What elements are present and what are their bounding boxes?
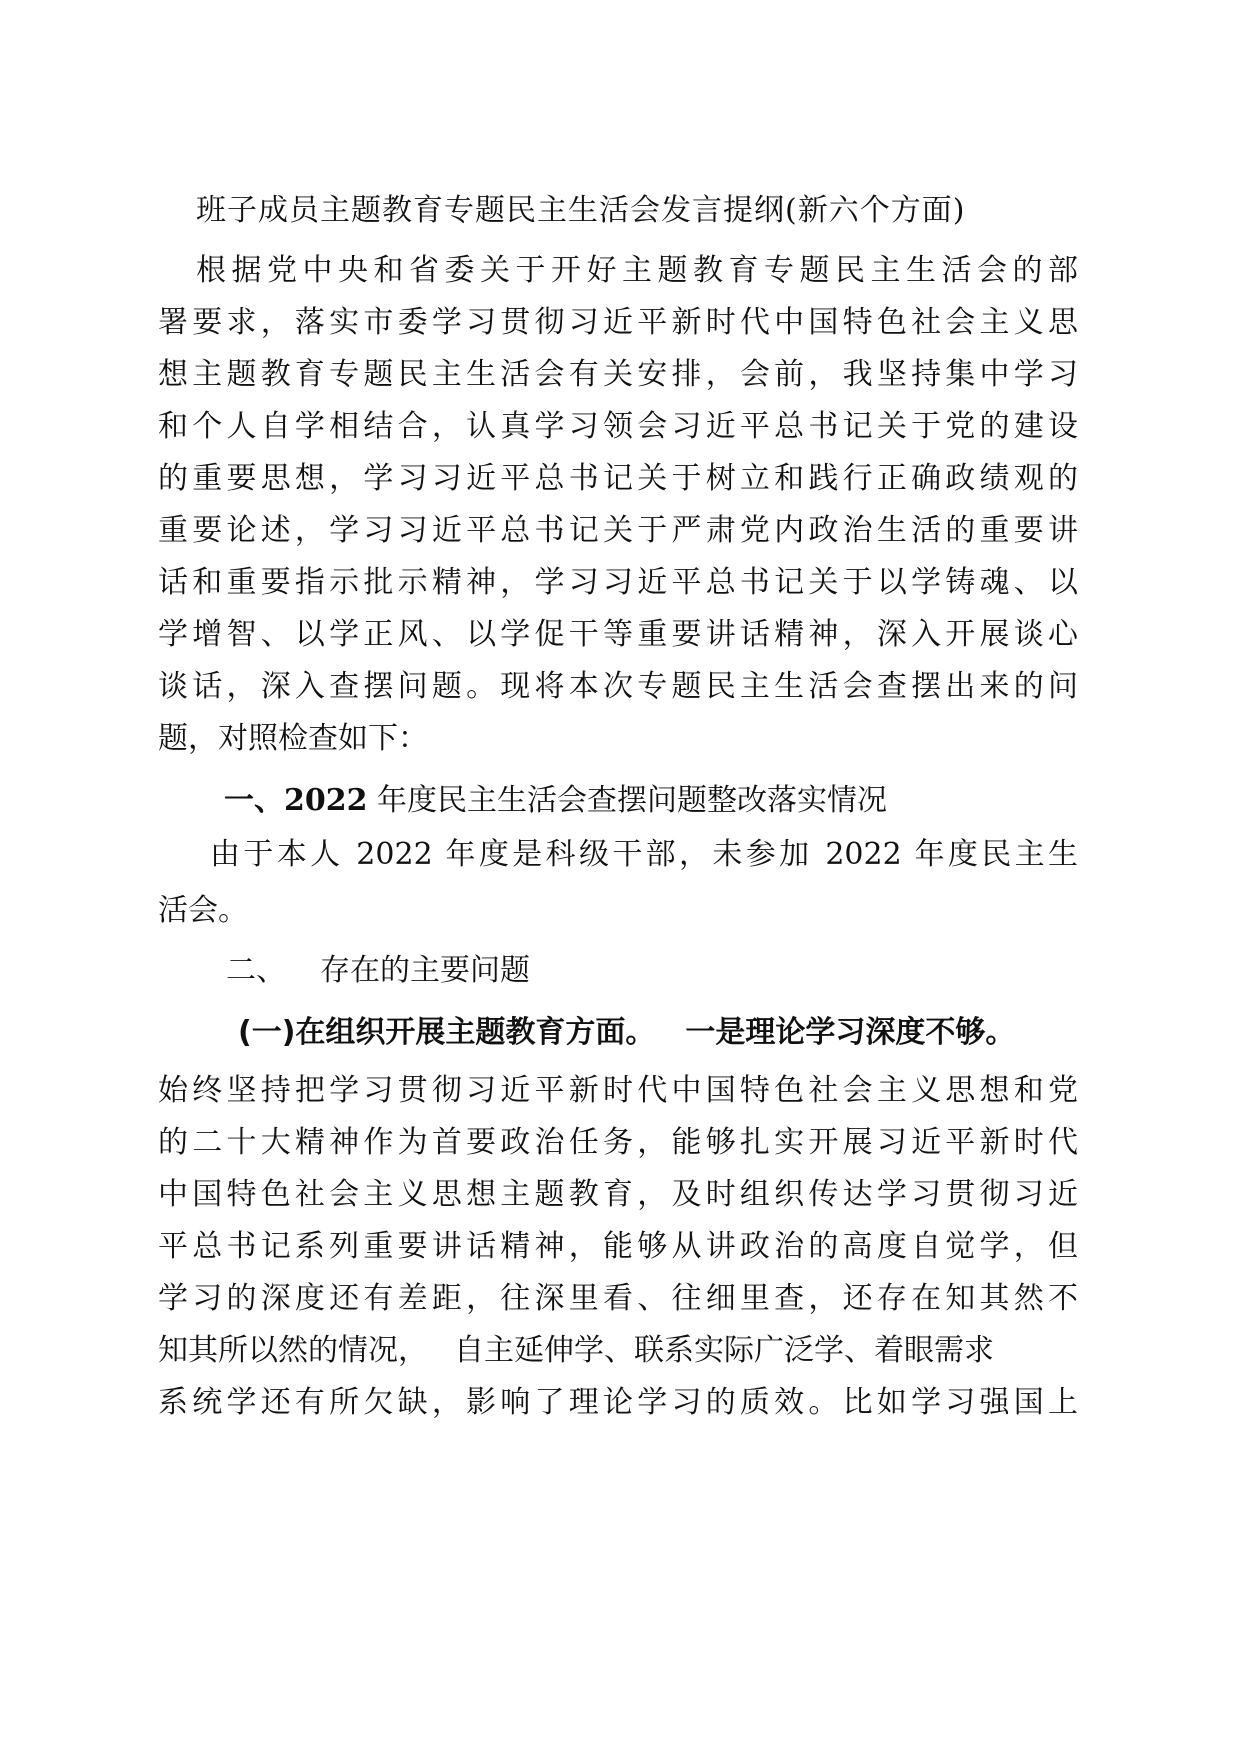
intro-line-10: 题，对照检查如下： [158,721,428,756]
intro-line-6: 重要论述，学习习近平总书记关于严肃党内政治生活的重要讲 [158,513,1078,548]
intro-line-7: 话和重要指示批示精神，学习习近平总书记关于以学铸魂、以 [158,565,1078,600]
section-2-line-6 [158,1326,1078,1376]
intro-line-9: 谈话，深入查摆问题。现将本次专题民主生活会查摆出来的问 [158,669,1078,704]
section-1-heading-prefix: 一、2022 [224,783,368,818]
section-2-sub-heading [238,1008,1015,1058]
intro-line-3: 想主题教育专题民主生活会有关安排，会前，我坚持集中学习 [158,357,1078,392]
section-2-heading-text: 存在的主要问题 [320,953,530,988]
intro-line-2: 署要求，落实市委学习贯彻习近平新时代中国特色社会主义思 [158,305,1078,340]
intro-line-1: 根据党中央和省委关于开好主题教育专题民主生活会的部 [196,253,1078,288]
section-2-heading [226,946,530,996]
section-2-line-1: 始终坚持把学习贯彻习近平新时代中国特色社会主义思想和党 [158,1073,1078,1108]
section-2-line-2: 的二十大精神作为首要政治任务，能够扎实开展习近平新时代 [158,1125,1078,1160]
intro-line-4: 和个人自学相结合，认真学习领会习近平总书记关于党的建设 [158,409,1078,444]
section-2-line-5: 学习的深度还有差距，往深里看、往细里查，还存在知其然不 [158,1281,1078,1316]
section-2-line-6-part-b: 自主延伸学、联系实际广泛学、着眼需求 [454,1333,994,1368]
section-1-line-2: 活会。 [158,893,248,928]
section-1-heading [224,776,887,826]
section-1-line-1: 由于本人 2022 年度是科级干部，未参加 2022 年度民主生 [210,837,1078,872]
section-2-line-4: 平总书记系列重要讲话精神，能够从讲政治的高度自觉学，但 [158,1229,1078,1264]
intro-line-5: 的重要思想，学习习近平总书记关于树立和践行正确政绩观的 [158,461,1078,496]
intro-line-8: 学增智、以学正风、以学促干等重要讲话精神，深入开展谈心 [158,617,1078,652]
section-2-line-7: 系统学还有所欠缺，影响了理论学习的质效。比如学习强国上 [158,1385,1078,1420]
sub-heading-part-b: 一是理论学习深度不够。 [685,1015,1016,1050]
section-2-line-3: 中国特色社会主义思想主题教育，及时组织传达学习贯彻习近 [158,1177,1078,1212]
document-title: 班子成员主题教育专题民主生活会发言提纲(新六个方面) [196,193,966,228]
section-1-heading-rest: 年度民主生活会查摆问题整改落实情况 [377,783,888,818]
section-2-heading-number: 二、 [226,953,286,988]
section-2-line-6-part-a: 知其所以然的情况， [158,1333,428,1368]
sub-heading-part-a: (一)在组织开展主题教育方面。 [238,1015,656,1050]
